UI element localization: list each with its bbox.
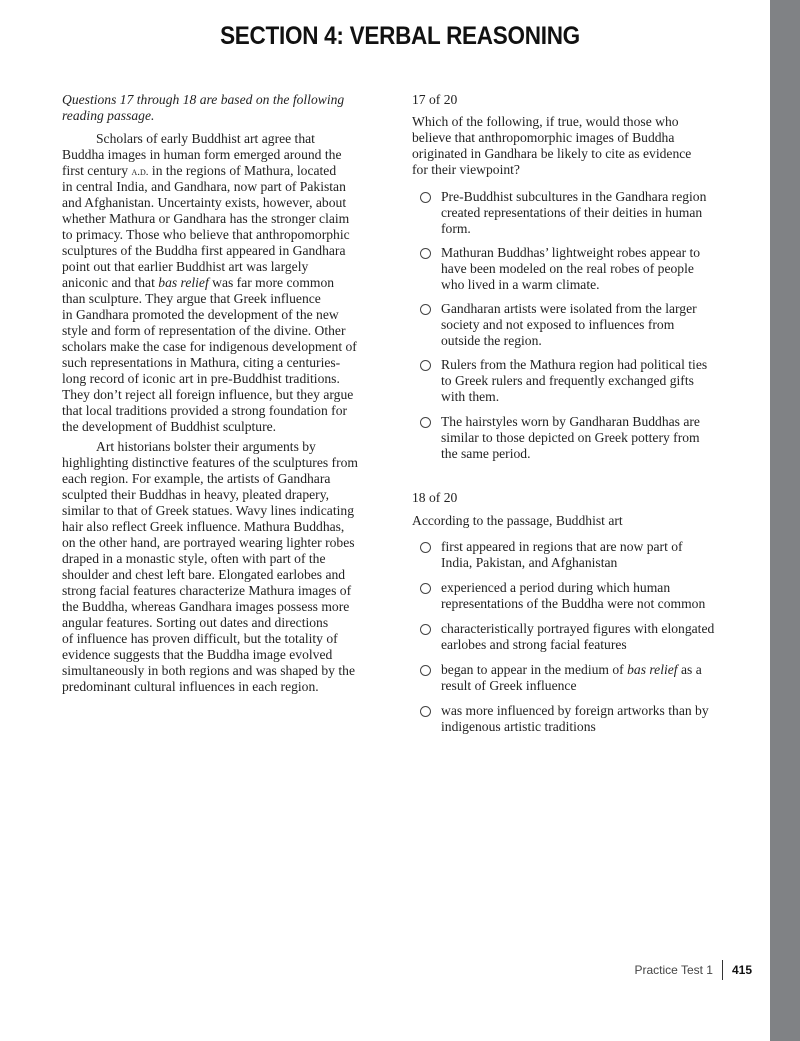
text-segment: indigenous artistic traditions bbox=[441, 719, 596, 734]
text-segment: on the other hand, are portrayed wearing lighter robes bbox=[62, 535, 355, 550]
option-text bbox=[441, 662, 702, 694]
passage-intro bbox=[62, 92, 344, 124]
option-text bbox=[441, 703, 709, 735]
text-segment: have been modeled on the real robes of people bbox=[441, 261, 694, 276]
text-line bbox=[62, 243, 357, 259]
text-segment: was more influenced by foreign artworks than by bbox=[441, 703, 709, 718]
stem-line: for their viewpoint? bbox=[412, 162, 520, 177]
text-segment: Art historians bolster their arguments by bbox=[96, 439, 316, 454]
text-line bbox=[62, 131, 357, 147]
text-line bbox=[62, 503, 358, 519]
text-line bbox=[62, 471, 358, 487]
text-line bbox=[62, 147, 357, 163]
radio-circle-icon[interactable] bbox=[420, 542, 431, 553]
stem-line: According to the passage, Buddhist art bbox=[412, 513, 623, 528]
footer-divider bbox=[722, 960, 723, 980]
text-line bbox=[441, 205, 706, 221]
text-line bbox=[441, 637, 714, 653]
text-line bbox=[62, 647, 358, 663]
text-segment: experienced a period during which human bbox=[441, 580, 671, 595]
option-text bbox=[441, 580, 705, 612]
text-line bbox=[441, 596, 705, 612]
text-segment: in Gandhara promoted the development of the new bbox=[62, 307, 339, 322]
text-line bbox=[62, 631, 358, 647]
text-line bbox=[62, 679, 358, 695]
option-text bbox=[441, 301, 697, 349]
text-line bbox=[441, 317, 697, 333]
stem-line: believe that anthropomorphic images of Buddha bbox=[412, 130, 675, 145]
radio-circle-icon[interactable] bbox=[420, 624, 431, 635]
text-line bbox=[441, 301, 697, 317]
option-text bbox=[441, 357, 707, 405]
text-line bbox=[62, 339, 357, 355]
text-line bbox=[441, 277, 700, 293]
text-segment: Rulers from the Mathura region had political ties bbox=[441, 357, 708, 372]
text-segment: Mathuran Buddhas’ lightweight robes appear to bbox=[441, 245, 701, 260]
text-line bbox=[62, 599, 358, 615]
text-line bbox=[441, 703, 709, 719]
text-segment: each region. For example, the artists of Gandhara bbox=[62, 471, 331, 486]
intro-line: Questions 17 through 18 are based on the following bbox=[62, 92, 345, 107]
text-line bbox=[441, 189, 706, 205]
text-line bbox=[62, 227, 357, 243]
text-line bbox=[62, 615, 358, 631]
text-segment: that local traditions provided a strong foundation for bbox=[62, 403, 348, 418]
text-segment: Gandharan artists were isolated from the larger bbox=[441, 301, 697, 316]
text-segment: the same period. bbox=[441, 446, 531, 461]
text-segment: form. bbox=[441, 221, 471, 236]
text-line bbox=[441, 580, 705, 596]
radio-circle-icon[interactable] bbox=[420, 248, 431, 259]
text-segment: India, Pakistan, and Afghanistan bbox=[441, 555, 618, 570]
text-line bbox=[62, 439, 358, 455]
text-line bbox=[62, 535, 358, 551]
text-segment: evidence suggests that the Buddha image evolved bbox=[62, 647, 333, 662]
text-line bbox=[62, 487, 358, 503]
text-line bbox=[441, 555, 683, 571]
text-segment: draped in a monastic style, often with part of the bbox=[62, 551, 326, 566]
text-segment: Pre-Buddhist subcultures in the Gandhara region bbox=[441, 189, 707, 204]
text-line bbox=[441, 261, 700, 277]
text-line bbox=[62, 179, 357, 195]
text-line bbox=[62, 355, 357, 371]
text-line bbox=[441, 430, 700, 446]
text-segment: such representations in Mathura, citing a centuries- bbox=[62, 355, 341, 370]
page-footer bbox=[634, 960, 752, 980]
text-segment: shoulder and chest left bare. Elongated earlobes and bbox=[62, 567, 346, 582]
italic-term: bas relief bbox=[627, 662, 678, 677]
text-segment: strong facial features characterize Mathura images of bbox=[62, 583, 352, 598]
text-line bbox=[62, 551, 358, 567]
text-line bbox=[441, 333, 697, 349]
option-text bbox=[441, 414, 700, 462]
text-segment: The hairstyles worn by Gandharan Buddhas are bbox=[441, 414, 700, 429]
radio-circle-icon[interactable] bbox=[420, 583, 431, 594]
text-line bbox=[62, 519, 358, 535]
text-segment: to primacy. Those who believe that anthropomorphic bbox=[62, 227, 350, 242]
text-segment: in the regions of Mathura, located bbox=[148, 163, 337, 178]
radio-circle-icon[interactable] bbox=[420, 706, 431, 717]
text-segment: first century bbox=[62, 163, 132, 178]
text-segment: Scholars of early Buddhist art agree that bbox=[96, 131, 315, 146]
text-segment: sculptures of the Buddha first appeared in Gandhara bbox=[62, 243, 346, 258]
text-segment: angular features. Sorting out dates and directions bbox=[62, 615, 329, 630]
option-text bbox=[441, 539, 683, 571]
text-segment: and Afghanistan. Uncertainty exists, however, about bbox=[62, 195, 347, 210]
text-line bbox=[62, 583, 358, 599]
text-segment: was far more common bbox=[208, 275, 335, 290]
text-segment: style and form of representation of the divine. Other bbox=[62, 323, 346, 338]
text-line bbox=[62, 195, 357, 211]
footer-label: Practice Test 1 bbox=[634, 963, 713, 977]
text-segment: long record of iconic art in pre-Buddhist traditions. bbox=[62, 371, 340, 386]
text-line bbox=[441, 621, 714, 637]
text-segment: whether Mathura or Gandhara has the stronger claim bbox=[62, 211, 350, 226]
text-line bbox=[441, 245, 700, 261]
radio-circle-icon[interactable] bbox=[420, 360, 431, 371]
text-line bbox=[62, 419, 357, 435]
text-segment: sculpted their Buddhas in heavy, pleated drapery, bbox=[62, 487, 330, 502]
italic-term: bas relief bbox=[158, 275, 209, 290]
text-segment: representations of the Buddha were not common bbox=[441, 596, 706, 611]
text-segment: began to appear in the medium of bbox=[441, 662, 628, 677]
text-segment: similar to that of Greek statues. Wavy lines indicating bbox=[62, 503, 354, 518]
text-line bbox=[62, 163, 357, 179]
text-segment: highlighting distinctive features of the sculptures from bbox=[62, 455, 358, 470]
text-segment: characteristically portrayed figures with elongated bbox=[441, 621, 715, 636]
text-line bbox=[62, 323, 357, 339]
text-line bbox=[62, 275, 357, 291]
text-segment: point out that earlier Buddhist art was largely bbox=[62, 259, 309, 274]
question-18-number: 18 of 20 bbox=[412, 490, 458, 505]
text-line bbox=[62, 291, 357, 307]
intro-line: reading passage. bbox=[62, 108, 155, 123]
question-17-number: 17 of 20 bbox=[412, 92, 458, 107]
text-segment: earlobes and strong facial features bbox=[441, 637, 627, 652]
page-number: 415 bbox=[731, 963, 752, 977]
passage-paragraph-1 bbox=[62, 131, 357, 435]
text-line bbox=[441, 446, 700, 462]
text-line bbox=[441, 221, 706, 237]
text-segment: created representations of their deities in human bbox=[441, 205, 703, 220]
text-segment: result of Greek influence bbox=[441, 678, 577, 693]
text-line bbox=[62, 211, 357, 227]
text-segment: Buddha images in human form emerged around the bbox=[62, 147, 342, 162]
option-text bbox=[441, 189, 706, 237]
text-segment: hair also reflect Greek influence. Mathura Buddhas, bbox=[62, 519, 345, 534]
text-line bbox=[62, 259, 357, 275]
text-line bbox=[62, 371, 357, 387]
text-segment: the Buddha, whereas Gandhara images possess more bbox=[62, 599, 350, 614]
text-segment: simultaneously in both regions and was shaped by the bbox=[62, 663, 355, 678]
text-segment: outside the region. bbox=[441, 333, 542, 348]
text-line bbox=[441, 719, 709, 735]
stem-line: Which of the following, if true, would those who bbox=[412, 114, 679, 129]
text-segment: than sculpture. They argue that Greek influence bbox=[62, 291, 321, 306]
radio-circle-icon[interactable] bbox=[420, 417, 431, 428]
text-line bbox=[62, 387, 357, 403]
radio-circle-icon[interactable] bbox=[420, 304, 431, 315]
text-segment: scholars make the case for indigenous development of bbox=[62, 339, 357, 354]
text-segment: aniconic and that bbox=[62, 275, 159, 290]
text-line bbox=[441, 357, 707, 373]
text-line bbox=[441, 373, 707, 389]
stem-line: originated in Gandhara be likely to cite as evidence bbox=[412, 146, 692, 161]
option-text bbox=[441, 621, 714, 653]
text-segment: society and not exposed to influences from bbox=[441, 317, 675, 332]
text-line bbox=[62, 663, 358, 679]
text-line bbox=[441, 678, 702, 694]
text-segment: who lived in a warm climate. bbox=[441, 277, 600, 292]
text-line bbox=[62, 403, 357, 419]
radio-circle-icon[interactable] bbox=[420, 192, 431, 203]
text-segment: first appeared in regions that are now part of bbox=[441, 539, 683, 554]
text-segment: predominant cultural influences in each region. bbox=[62, 679, 319, 694]
section-title: SECTION 4: VERBAL REASONING bbox=[220, 22, 580, 50]
page-edge-tab bbox=[770, 0, 800, 1041]
question-17-stem bbox=[412, 114, 691, 178]
passage-paragraph-2 bbox=[62, 439, 358, 695]
text-segment: in central India, and Gandhara, now part of Pakistan bbox=[62, 179, 346, 194]
text-segment: a.d. bbox=[131, 166, 149, 178]
text-segment: similar to those depicted on Greek pottery from bbox=[441, 430, 700, 445]
text-segment: the development of Buddhist sculpture. bbox=[62, 419, 277, 434]
text-line bbox=[62, 307, 357, 323]
option-text bbox=[441, 245, 700, 293]
text-line bbox=[441, 662, 702, 678]
text-segment: with them. bbox=[441, 389, 500, 404]
text-segment: of influence has proven difficult, but the totality of bbox=[62, 631, 338, 646]
text-segment: They don’t reject all foreign influence, but they argue bbox=[62, 387, 354, 402]
text-line bbox=[441, 539, 683, 555]
text-line bbox=[441, 414, 700, 430]
text-segment: to Greek rulers and frequently exchanged gifts bbox=[441, 373, 694, 388]
text-line bbox=[62, 455, 358, 471]
question-18-stem bbox=[412, 513, 623, 529]
radio-circle-icon[interactable] bbox=[420, 665, 431, 676]
text-line bbox=[62, 567, 358, 583]
text-segment: as a bbox=[677, 662, 702, 677]
text-line bbox=[441, 389, 707, 405]
